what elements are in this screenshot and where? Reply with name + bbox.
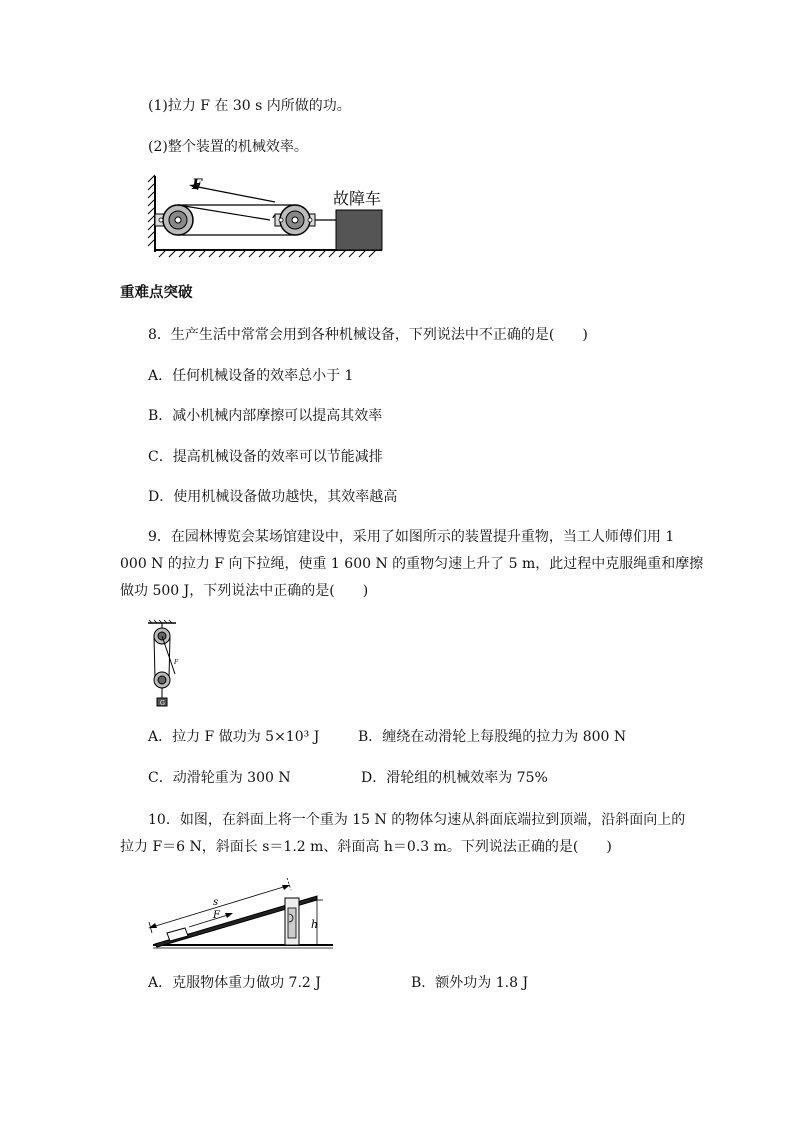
car-label: 故障车	[333, 189, 382, 208]
q9-option-b: B．缠绕在动滑轮上每股绳的拉力为 800 N	[358, 729, 627, 745]
q8-stem: 8．生产生活中常常会用到各种机械设备，下列说法中不正确的是( )	[148, 327, 588, 343]
q8-option-a: A．任何机械设备的效率总小于 1	[148, 368, 354, 384]
subquestion-2: (2)整个装置的机械效率。	[148, 139, 308, 155]
q9-stem-line-2: 000 N 的拉力 F 向下拉绳，使重 1 600 N 的重物匀速上升了 5 m，此过程中克服绳重和摩擦	[120, 556, 704, 572]
q9-option-c: C．动滑轮重为 300 N	[148, 770, 291, 786]
q9-option-d: D．滑轮组的机械效率为 75%	[361, 770, 548, 786]
figure-pulley-block	[146, 620, 186, 708]
q10-stem-line-2: 拉力 F＝6 N，斜面长 s＝1.2 m、斜面高 h＝0.3 m。下列说法正确的是( )	[120, 839, 612, 855]
q9-stem-line-1: 9．在园林博览会某场馆建设中，采用了如图所示的装置提升重物，当工人师傅们用 1	[148, 529, 675, 545]
force-label: F	[192, 177, 202, 193]
q9-stem-line-3: 做功 500 J，下列说法中正确的是( )	[120, 583, 369, 599]
q10-length-label: s	[213, 897, 219, 908]
section-heading: 重难点突破	[120, 285, 193, 301]
q8-option-b: B．减小机械内部摩擦可以提高其效率	[148, 408, 383, 424]
q10-option-b: B．额外功为 1.8 J	[411, 975, 529, 991]
q10-height-label: h	[311, 918, 319, 931]
q9-force-label: F	[174, 659, 179, 666]
q8-option-c: C．提高机械设备的效率可以节能减排	[148, 449, 383, 465]
q9-weight-label: G	[160, 700, 165, 707]
q9-option-a: A．拉力 F 做功为 5×10³ J	[148, 729, 320, 745]
subquestion-1: (1)拉力 F 在 30 s 内所做的功。	[148, 98, 351, 114]
figure-incline	[145, 870, 340, 952]
q8-option-d: D．使用机械设备做功越快，其效率越高	[148, 489, 398, 505]
q10-stem-line-1: 10．如图，在斜面上将一个重为 15 N 的物体匀速从斜面底端拉到顶端，沿斜面向上的	[148, 812, 686, 828]
figure-pulley-car	[145, 172, 390, 262]
q10-force-label: F	[213, 910, 220, 921]
q10-option-a: A．克服物体重力做功 7.2 J	[148, 975, 321, 991]
